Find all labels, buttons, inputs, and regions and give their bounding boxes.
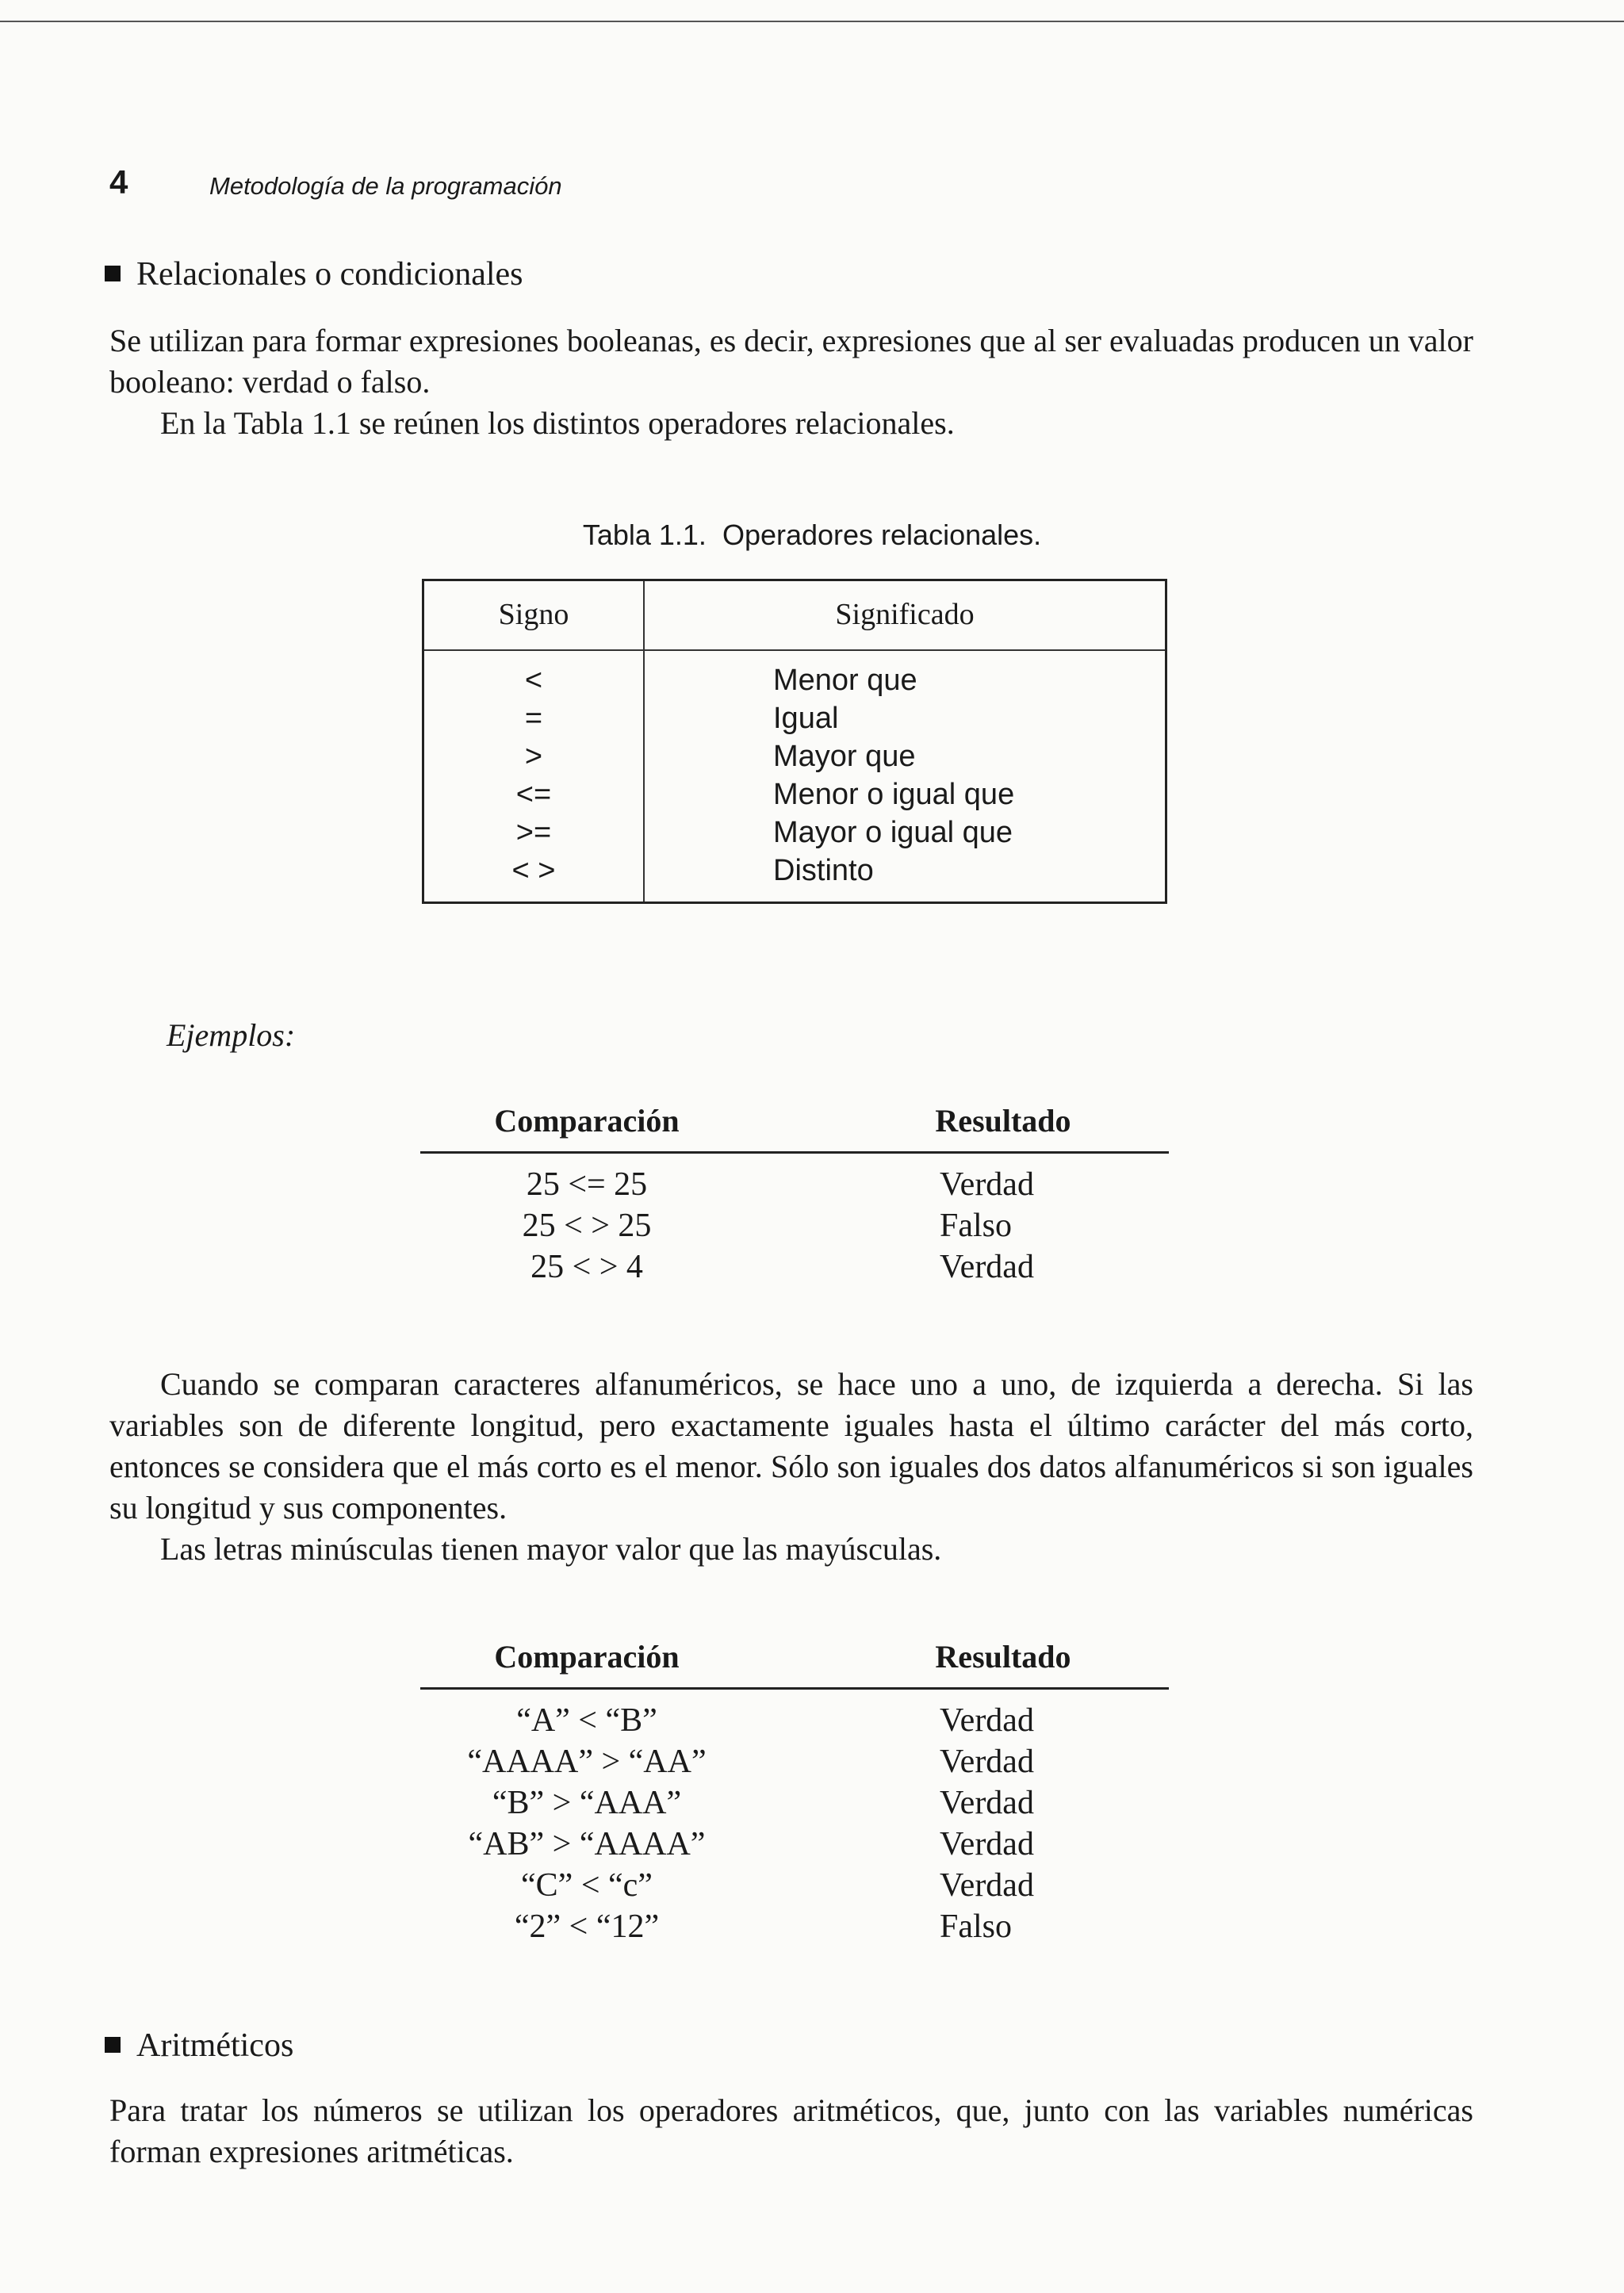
- operator-sign: =: [524, 702, 543, 735]
- table-row: [420, 1866, 1169, 1908]
- comparison-expression: “B” > “AAA”: [492, 1785, 682, 1821]
- table-row: [420, 1207, 1169, 1248]
- comparison-table-numeric: [420, 1102, 1169, 1308]
- header-resultado: Resultado: [935, 1103, 1071, 1139]
- running-title: Metodología de la programación: [209, 172, 562, 200]
- operator-meaning: Menor que: [773, 664, 917, 697]
- table-row: [424, 702, 1165, 740]
- table-row: [420, 1784, 1169, 1825]
- comparison-result: Falso: [940, 1908, 1013, 1945]
- table-row: [424, 778, 1165, 816]
- header-resultado: Resultado: [935, 1639, 1071, 1675]
- comparison-result: Verdad: [940, 1785, 1034, 1821]
- operator-meaning: Menor o igual que: [773, 778, 1015, 811]
- section-title: Relacionales o condicionales: [136, 256, 523, 293]
- table-row: [420, 1825, 1169, 1866]
- operator-sign: <=: [515, 778, 552, 811]
- comparison-expression: “A” < “B”: [516, 1702, 657, 1739]
- square-bullet-icon: [105, 266, 121, 281]
- paragraph-aritmeticos: Para tratar los números se utilizan los operadores aritméticos, que, junto con las variables numéricas forman expresiones aritméticas.: [109, 2092, 1473, 2169]
- table-row: [420, 1248, 1169, 1289]
- page-header: [109, 163, 562, 201]
- examples-label: Ejemplos:: [167, 1017, 296, 1053]
- table-row: [424, 816, 1165, 854]
- table-row: [420, 1702, 1169, 1743]
- top-rule: [0, 21, 1624, 22]
- operator-meaning: Mayor o igual que: [773, 816, 1013, 849]
- table-row: [424, 664, 1165, 702]
- operator-sign: >: [524, 740, 543, 773]
- paragraph-alfanumericos: Cuando se comparan caracteres alfanuméricos, se hace uno a uno, de izquierda a derecha. Si las variables son de diferente longitud, pero exactamente iguales hasta el último carácter del más corto, entonces se considera que el más corto es el menor. Sólo son iguales dos datos alfanuméricos si son iguales su longitud y sus componentes.: [109, 1366, 1473, 1525]
- operator-sign: <: [524, 664, 543, 697]
- operator-meaning: Igual: [773, 702, 839, 735]
- comparison-result: Verdad: [940, 1867, 1034, 1904]
- header-comparacion: Comparación: [494, 1103, 680, 1139]
- header-signo: Signo: [498, 598, 569, 631]
- table-row: [424, 740, 1165, 778]
- paragraph-booleanas: Se utilizan para formar expresiones booleanas, es decir, expresiones que al ser evaluadas producen un valor booleano: verdad o falso.: [109, 323, 1473, 400]
- section-heading-aritmeticos: [105, 2027, 293, 2065]
- comparison-expression: “2” < “12”: [514, 1908, 660, 1945]
- comparison-table-strings: [420, 1638, 1169, 1971]
- comparison-expression: “AB” > “AAAA”: [468, 1826, 706, 1862]
- comparison-expression: 25 < > 25: [522, 1208, 652, 1244]
- caption-text: Operadores relacionales.: [722, 519, 1042, 551]
- operator-sign: >=: [515, 816, 552, 849]
- comparison-expression: 25 <= 25: [526, 1166, 648, 1203]
- table-row: [420, 1166, 1169, 1207]
- header-rule: [420, 1151, 1169, 1154]
- operator-meaning: Distinto: [773, 854, 874, 887]
- paragraph-tabla-ref: En la Tabla 1.1 se reúnen los distintos operadores relacionales.: [160, 405, 955, 441]
- square-bullet-icon: [105, 2037, 121, 2053]
- operator-sign: < >: [511, 854, 556, 887]
- header-significado: Significado: [835, 598, 975, 631]
- caption-number: Tabla 1.1.: [582, 519, 707, 551]
- page-number: 4: [109, 163, 128, 201]
- comparison-result: Falso: [940, 1208, 1013, 1244]
- operators-table: [422, 579, 1167, 904]
- comparison-result: Verdad: [940, 1744, 1034, 1780]
- comparison-expression: “C” < “c”: [521, 1867, 653, 1904]
- comparison-result: Verdad: [940, 1826, 1034, 1862]
- table-caption: [0, 519, 1624, 552]
- section-title: Aritméticos: [136, 2027, 294, 2064]
- header-rule: [420, 1687, 1169, 1690]
- header-comparacion: Comparación: [494, 1639, 680, 1675]
- comparison-expression: 25 < > 4: [530, 1249, 643, 1285]
- operator-meaning: Mayor que: [773, 740, 916, 773]
- paragraph-minusculas: Las letras minúsculas tienen mayor valor que las mayúsculas.: [160, 1531, 942, 1567]
- comparison-result: Verdad: [940, 1249, 1034, 1285]
- table-row: [420, 1743, 1169, 1784]
- section-heading-relacionales: [105, 255, 523, 293]
- table-row: [424, 854, 1165, 892]
- comparison-expression: “AAAA” > “AA”: [467, 1744, 707, 1780]
- comparison-result: Verdad: [940, 1166, 1034, 1203]
- header-divider: [424, 649, 1165, 651]
- comparison-result: Verdad: [940, 1702, 1034, 1739]
- table-row: [420, 1908, 1169, 1949]
